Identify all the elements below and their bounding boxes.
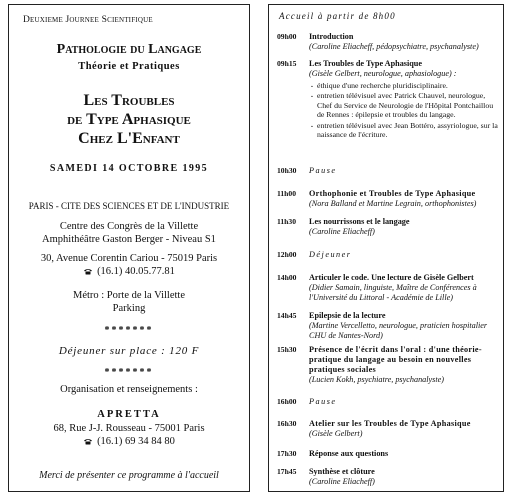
program-item — [277, 419, 499, 439]
item-title: Synthèse et clôture — [309, 467, 375, 476]
location: PARIS - CITE DES SCIENCES ET DE L'INDUSTRIE — [28, 201, 230, 211]
program-item — [277, 345, 499, 385]
item-time: 09h00 — [277, 32, 297, 41]
venue-line-1: Centre des Congrès de la Villette — [59, 221, 199, 232]
item-speaker: (Caroline Eliacheff) — [309, 477, 375, 486]
item-time: 17h45 — [277, 467, 297, 476]
metro-line-1: Métro : Porte de la Villette — [72, 290, 186, 301]
item-title: Atelier sur les Troubles de Type Aphasique — [309, 419, 471, 428]
item-speaker: (Nora Balland et Martine Legrain, orthophonistes) — [309, 199, 477, 208]
item-speaker: (Caroline Eliacheff) — [309, 227, 375, 236]
bullet-item: . éthique d'une recherche pluridisciplinaire. — [317, 81, 499, 90]
item-speaker: (Gisèle Gelbert, neurologue, aphasiologue) : — [309, 69, 457, 78]
item-title: Présence de l'écrit dans l'oral : d'une théorie-pratique du langage au besoin en nouvelles pratiques sociales — [309, 345, 482, 374]
telephone-icon — [83, 268, 93, 275]
item-time: 11h00 — [277, 189, 296, 198]
venue-phone — [9, 265, 249, 278]
item-title: Orthophonie et Troubles de Type Aphasique — [309, 189, 476, 198]
item-time: 10h30 — [277, 166, 297, 175]
item-title: Réponse aux questions — [309, 449, 389, 458]
item-title: Les Troubles de Type Aphasique — [309, 59, 422, 68]
organisation-name: APRETTA — [97, 409, 161, 420]
item-speaker: (Didier Samain, linguiste, Maître de Conférences à l'Université du Littoral - Académie de Lille) — [309, 283, 477, 302]
program-item — [277, 250, 499, 260]
address: 30, Avenue Corentin Cariou - 75019 Paris — [40, 253, 218, 264]
item-time: 09h15 — [277, 59, 297, 68]
big-title-line-1: Les Troubles — [83, 92, 175, 109]
program-item — [277, 467, 499, 487]
program-item — [277, 59, 499, 140]
item-time: 11h30 — [277, 217, 296, 226]
item-title: Epilepsie de la lecture — [309, 311, 386, 320]
item-title: Les nourrissons et le langage — [309, 217, 410, 226]
organisation-phone — [9, 435, 249, 448]
venue-line-2: Amphithéâtre Gaston Berger - Niveau S1 — [42, 234, 216, 245]
venue-phone-number: (16.1) 40.05.77.81 — [97, 266, 175, 277]
program-item — [277, 217, 499, 237]
item-break: Déjeuner — [309, 250, 352, 259]
organisation-label: Organisation et renseignements : — [60, 384, 198, 395]
item-time: 14h00 — [277, 273, 297, 282]
big-title-line-2: de Type Aphasique — [67, 111, 191, 128]
big-title-line-3: Chez L'Enfant — [78, 130, 180, 147]
item-speaker: (Gisèle Gelbert) — [309, 429, 363, 438]
lunch-info: Déjeuner sur place : 120 F — [58, 345, 200, 357]
footer-note: Merci de présenter ce programme à l'accueil — [39, 470, 219, 481]
right-panel — [268, 4, 504, 492]
item-speaker: (Caroline Eliacheff, pédopsychiatre, psychanalyste) — [309, 42, 479, 51]
stars-divider-1: ******* — [104, 325, 154, 336]
item-break: Pause — [309, 397, 337, 406]
item-bullets — [309, 81, 499, 139]
organisation-address: 68, Rue J-J. Rousseau - 75001 Paris — [53, 423, 205, 434]
program-item — [277, 32, 499, 52]
item-speaker: (Martine Vercelletto, neurologue, praticien hospitalier CHU de Nantes-Nord) — [309, 321, 488, 340]
bullet-item: . entretien télévisuel avec Jean Bottéro, assyriologue, sur la naissance de l'écriture. — [317, 121, 499, 140]
item-speaker: (Lucien Kokh, psychiatre, psychanalyste) — [309, 375, 444, 384]
telephone-icon — [83, 438, 93, 445]
event-date: SAMEDI 14 OCTOBRE 1995 — [49, 163, 209, 174]
program-item — [277, 189, 499, 209]
item-title: Introduction — [309, 32, 354, 41]
program-item — [277, 311, 499, 341]
program-item — [277, 166, 499, 176]
item-break: Pause — [309, 166, 337, 175]
item-title: Articuler le code. Une lecture de Gisèle Gelbert — [309, 273, 474, 282]
program-item — [277, 397, 499, 407]
item-time: 14h45 — [277, 311, 297, 320]
program-item — [277, 449, 499, 459]
item-time: 16h30 — [277, 419, 297, 428]
item-time: 15h30 — [277, 345, 297, 354]
item-time: 16h00 — [277, 397, 297, 406]
stars-divider-2: ******* — [104, 367, 154, 378]
item-time: 12h00 — [277, 250, 297, 259]
metro-line-2: Parking — [112, 303, 146, 314]
item-time: 17h30 — [277, 449, 297, 458]
main-title: Pathologie du Langage — [56, 42, 202, 57]
organisation-phone-number: (16.1) 69 34 84 80 — [97, 436, 175, 447]
subtitle: Théorie et Pratiques — [78, 61, 180, 72]
left-panel — [8, 4, 250, 492]
bullet-item: . entretien télévisuel avec Patrick Chauvel, neurologue, Chef du Service de Neurologie de l'Hôpital Pontchaillou de Rennes : épilepsie et troubles du langage. — [317, 91, 499, 119]
program-item — [277, 273, 499, 303]
welcome-time: Accueil à partir de 8h00 — [279, 11, 396, 21]
journee-heading: Deuxieme Journee Scientifique — [23, 15, 153, 25]
